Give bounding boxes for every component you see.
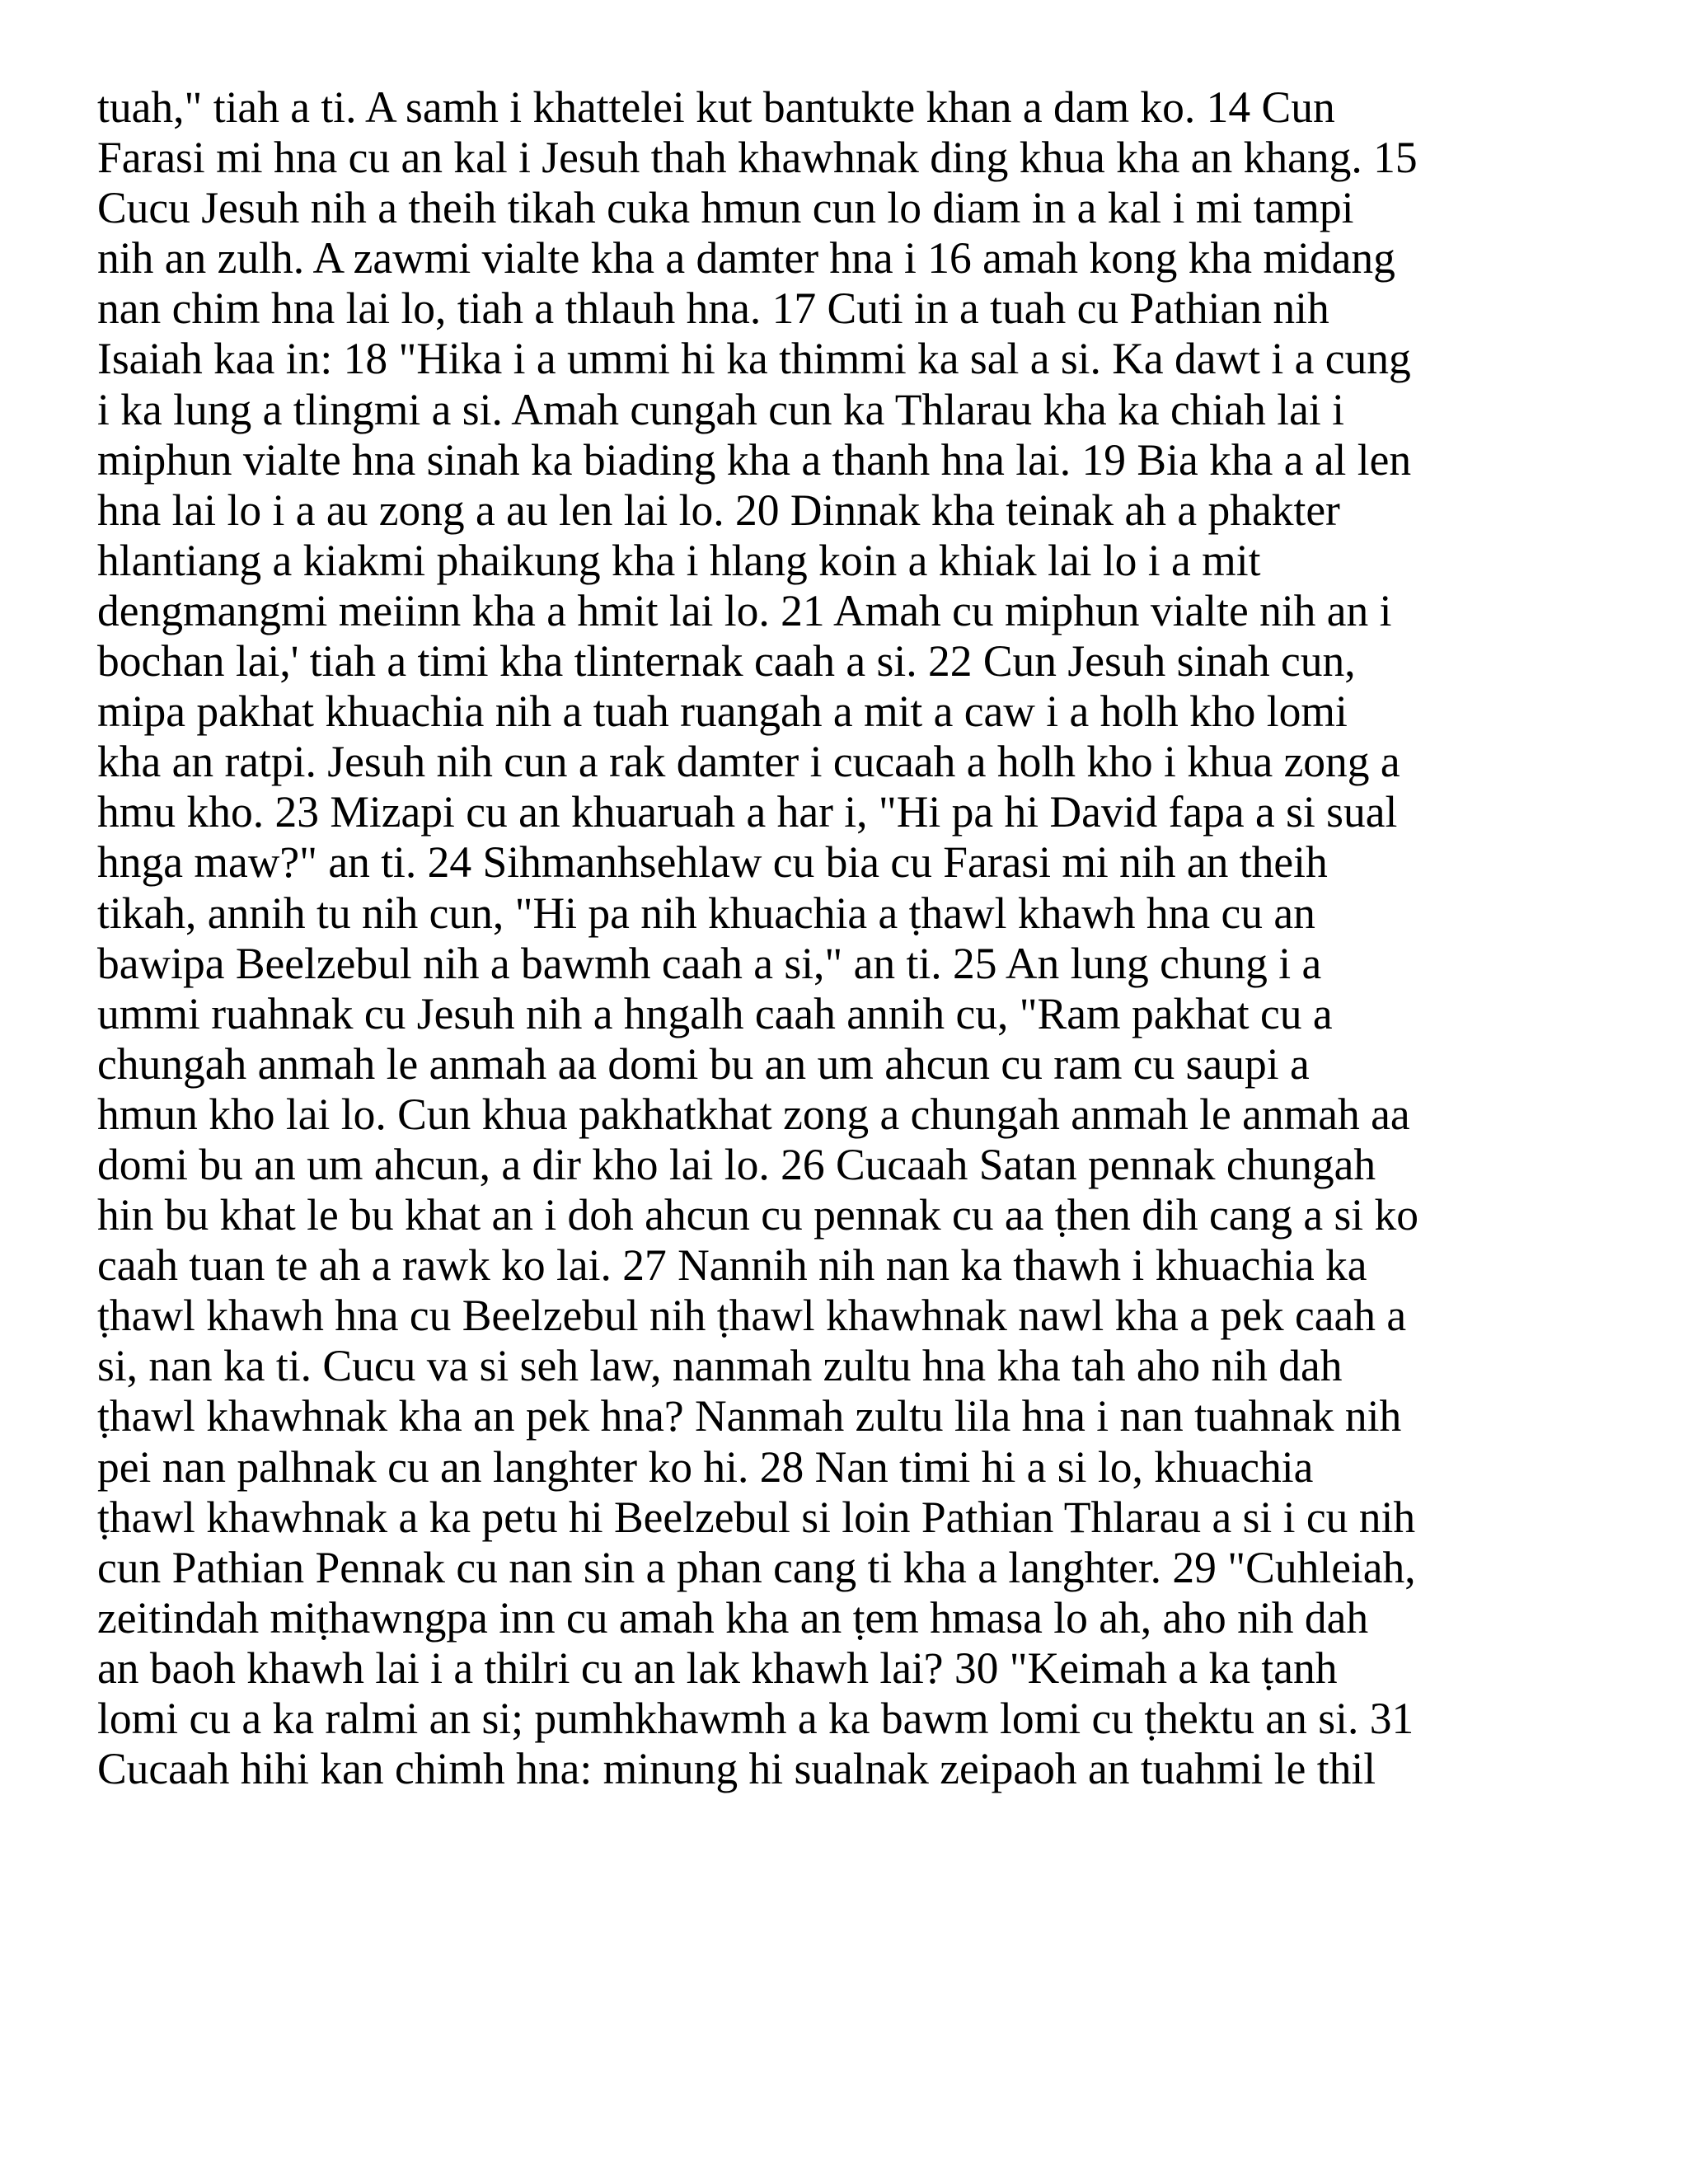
text-line: lomi cu a ka ralmi an si; pumhkhawmh a ka bawm lomi cu ṭhektu an si. 31 xyxy=(97,1694,1414,1743)
text-line: si, nan ka ti. Cucu va si seh law, nanmah zultu hna kha tah aho nih dah xyxy=(97,1341,1343,1391)
text-line: ummi ruahnak cu Jesuh nih a hngalh caah annih cu, "Ram pakhat cu a xyxy=(97,988,1333,1038)
text-line: pei nan palhnak cu an langhter ko hi. 28 Nan timi hi a si lo, khuachia xyxy=(97,1441,1314,1492)
text-line: mipa pakhat khuachia nih a tuah ruangah a mit a caw i a holh kho lomi xyxy=(97,687,1348,737)
text-line: hin bu khat le bu khat an i doh ahcun cu pennak cu aa ṭhen dih cang a si ko xyxy=(97,1190,1419,1240)
text-line: ṭhawl khawhnak kha an pek hna? Nanmah zultu lila hna i nan tuahnak nih xyxy=(97,1391,1402,1441)
text-line: hmu kho. 23 Mizapi cu an khuaruah a har i, "Hi pa hi David fapa a si sual xyxy=(97,787,1398,837)
text-line: miphun vialte hna sinah ka biading kha a thanh hna lai. 19 Bia kha a al len xyxy=(97,434,1412,485)
text-line: caah tuan te ah a rawk ko lai. 27 Nannih nih nan ka thawh i khuachia ka xyxy=(97,1240,1367,1291)
text-line: tikah, annih tu nih cun, "Hi pa nih khuachia a ṭhawl khawh hna cu an xyxy=(97,888,1315,938)
text-line: zeitindah miṭhawngpa inn cu amah kha an ṭem hmasa lo ah, aho nih dah xyxy=(97,1592,1369,1643)
text-line: chungah anmah le anmah aa domi bu an um ahcun cu ram cu saupi a xyxy=(97,1038,1310,1089)
text-line: bawipa Beelzebul nih a bawmh caah a si," an ti. 25 An lung chung i a xyxy=(97,938,1322,988)
text-line: hlantiang a kiakmi phaikung kha i hlang koin a khiak lai lo i a mit xyxy=(97,535,1261,585)
text-line: i ka lung a tlingmi a si. Amah cungah cun ka Thlarau kha ka chiah lai i xyxy=(97,384,1344,434)
text-line: hnga maw?" an ti. 24 Sihmanhsehlaw cu bia cu Farasi mi nih an theih xyxy=(97,837,1328,888)
text-line: Farasi mi hna cu an kal i Jesuh thah khawhnak ding khua kha an khang. 15 xyxy=(97,133,1418,183)
text-line: ṭhawl khawhnak a ka petu hi Beelzebul si loin Pathian Thlarau a si i cu nih xyxy=(97,1492,1416,1542)
text-line: Isaiah kaa in: 18 "Hika i a ummi hi ka thimmi ka sal a si. Ka dawt i a cung xyxy=(97,334,1411,384)
text-line: dengmangmi meiinn kha a hmit lai lo. 21 Amah cu miphun vialte nih an i xyxy=(97,585,1392,635)
text-line: Cucaah hihi kan chimh hna: minung hi sualnak zeipaoh an tuahmi le thil xyxy=(97,1744,1376,1794)
text-line: nih an zulh. A zawmi vialte kha a damter hna i 16 amah kong kha midang xyxy=(97,233,1395,284)
text-line: bochan lai,' tiah a timi kha tlinternak caah a si. 22 Cun Jesuh sinah cun, xyxy=(97,636,1356,687)
text-line: Cucu Jesuh nih a theih tikah cuka hmun cun lo diam in a kal i mi tampi xyxy=(97,183,1354,233)
text-line: cun Pathian Pennak cu nan sin a phan cang ti kha a langhter. 29 "Cuhleiah, xyxy=(97,1542,1416,1592)
text-line: hna lai lo i a au zong a au len lai lo. 20 Dinnak kha teinak ah a phakter xyxy=(97,485,1340,535)
text-line: domi bu an um ahcun, a dir kho lai lo. 26 Cucaah Satan pennak chungah xyxy=(97,1139,1376,1189)
text-line: tuah," tiah a ti. A samh i khattelei kut bantukte khan a dam ko. 14 Cun xyxy=(97,82,1335,132)
text-line: kha an ratpi. Jesuh nih cun a rak damter i cucaah a holh kho i khua zong a xyxy=(97,737,1400,787)
text-line: ṭhawl khawh hna cu Beelzebul nih ṭhawl khawhnak nawl kha a pek caah a xyxy=(97,1291,1407,1341)
text-line: nan chim hna lai lo, tiah a thlauh hna. 17 Cuti in a tuah cu Pathian nih xyxy=(97,284,1329,334)
text-line: hmun kho lai lo. Cun khua pakhatkhat zong a chungah anmah le anmah aa xyxy=(97,1089,1410,1139)
body-text xyxy=(97,82,1630,1794)
text-line: an baoh khawh lai i a thilri cu an lak khawh lai? 30 "Keimah a ka ṭanh xyxy=(97,1643,1338,1693)
